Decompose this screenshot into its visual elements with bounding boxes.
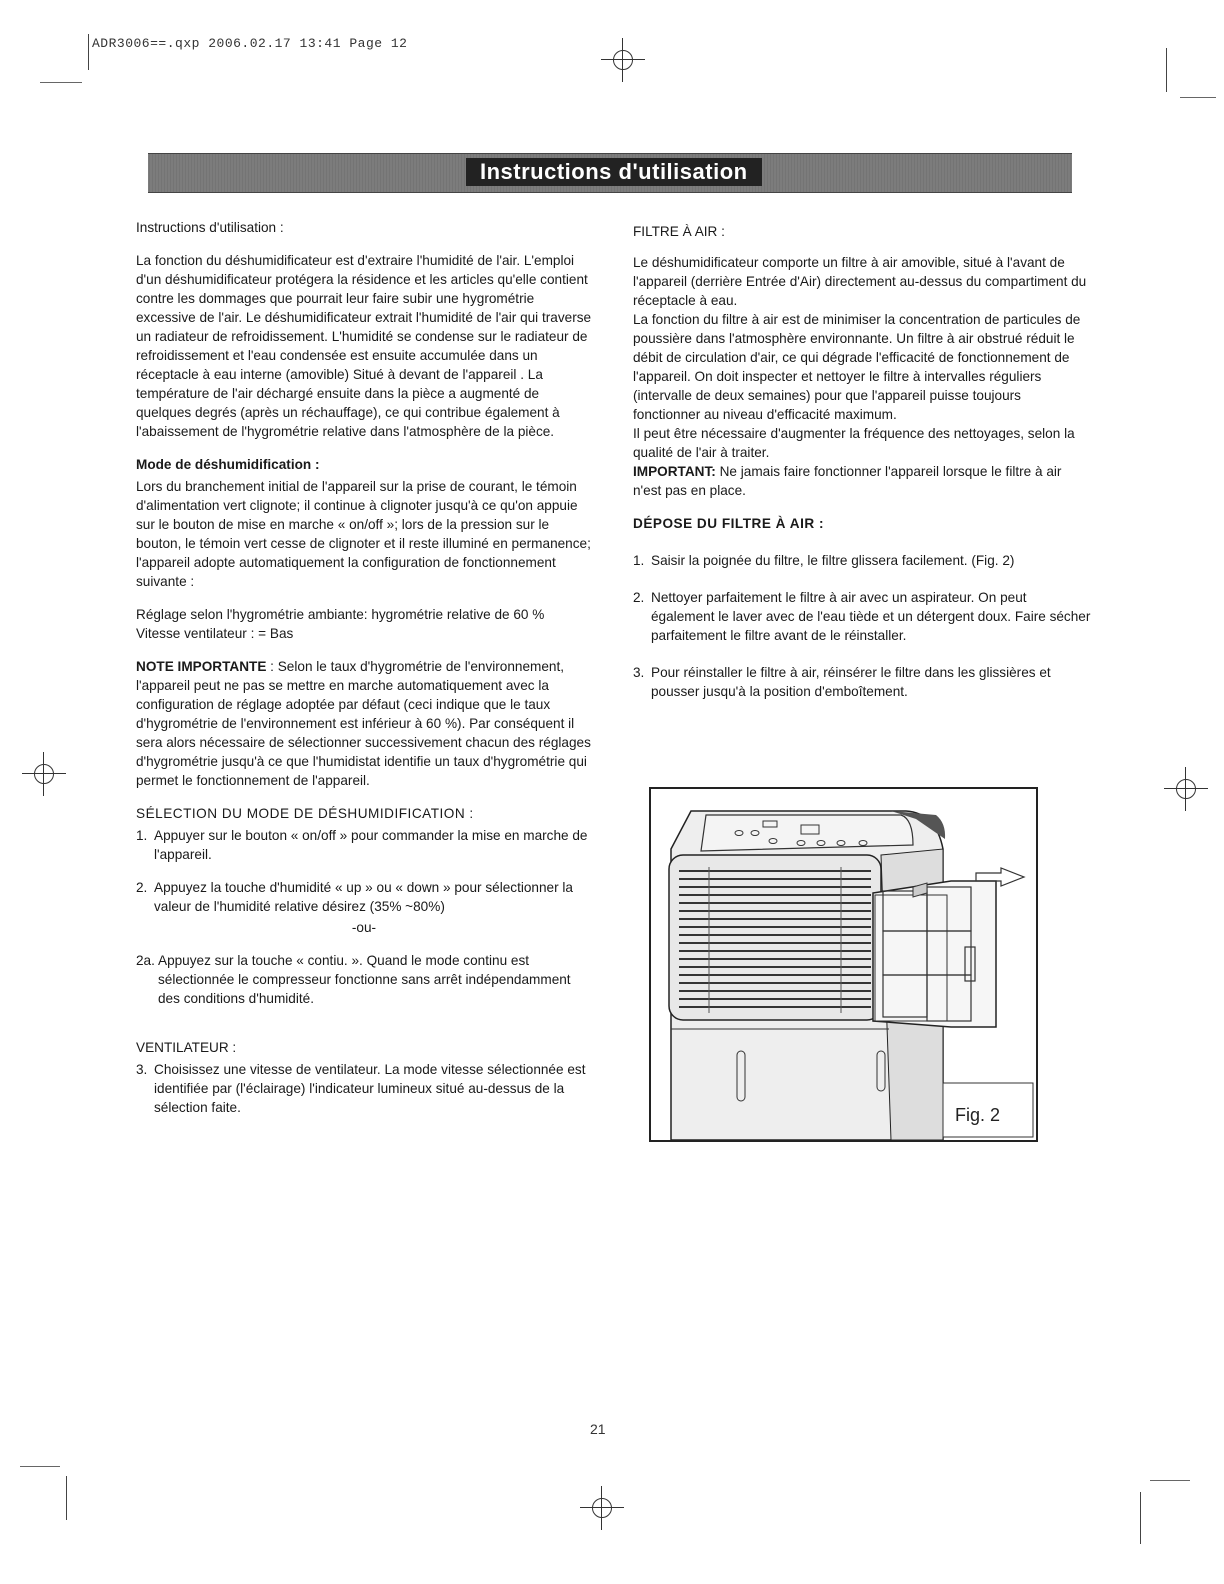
list-text: Appuyez la touche d'humidité « up » ou « down » pour sélectionner la valeur de l'humidité relative désirez (35% ~80%) — [154, 880, 573, 914]
dehumidifier-illustration — [651, 789, 1036, 1140]
list-number: 1. — [136, 828, 148, 843]
selection-heading: SÉLECTION DU MODE DE DÉSHUMIDIFICATION : — [136, 806, 474, 821]
figure-label: Fig. 2 — [955, 1105, 1001, 1125]
list-text: Appuyez sur la touche « contiu. ». Quand le mode continu est sélectionnée le compresseur fonctionne sans arrêt indépendamment des conditions d'humidité. — [158, 953, 571, 1006]
title-banner — [148, 153, 1072, 193]
list-text: Saisir la poignée du filtre, le filtre glissera facilement. (Fig. 2) — [651, 553, 1015, 568]
list-number: 2. — [136, 880, 148, 895]
crop-mark — [1150, 1480, 1190, 1481]
right-column — [633, 222, 1091, 715]
registration-mark-icon — [22, 752, 66, 796]
list-number: 1. — [633, 553, 645, 568]
figure-2-dehumidifier — [649, 787, 1038, 1142]
list-item — [633, 551, 1091, 570]
setting-humidity: Réglage selon l'hygrométrie ambiante: hygrométrie relative de 60 % — [136, 607, 545, 622]
list-item — [136, 826, 592, 864]
important-label: IMPORTANT: — [633, 464, 716, 479]
filter-paragraph: Il peut être nécessaire d'augmenter la fréquence des nettoyages, selon la qualité de l'air à traiter. — [633, 426, 1075, 460]
crop-mark — [66, 1476, 67, 1520]
setting-fan: Vitesse ventilateur : = Bas — [136, 626, 294, 641]
list-number: 2a. — [136, 953, 155, 968]
crop-mark — [88, 34, 89, 70]
list-item — [633, 663, 1091, 701]
list-text: Choisissez une vitesse de ventilateur. La mode vitesse sélectionnée est identifiée par (l'éclairage) l'indicateur lumineux situé au-dessus de la sélection faite. — [154, 1062, 586, 1115]
or-separator: -ou- — [351, 920, 377, 935]
list-text: Nettoyer parfaitement le filtre à air avec un aspirateur. On peut également le laver avec de l'eau tiède et un détergent doux. Faire sécher parfaitement le filtre avant de le réinstaller. — [651, 590, 1091, 643]
crop-mark — [20, 1466, 60, 1467]
list-text: Appuyer sur le bouton « on/off » pour commander la mise en marche de l'appareil. — [154, 828, 588, 862]
note-text: : Selon le taux d'hygrométrie de l'environnement, l'appareil peut ne pas se mettre en marche automatiquement avec la configuration de réglage adoptée par défaut (ceci indique que le taux d'hygrométrie de l'environnement est inférieur à 60 %). Par conséquent il sera alors nécessaire de sélectionner successivement chacun des réglages d'hygrométrie jusqu'à ce que l'humidistat identifie un taux d'hygrométrie qui permet le fonctionnement de l'appareil. — [136, 659, 591, 788]
filter-paragraph: Le déshumidificateur comporte un filtre à air amovible, situé à l'avant de l'appareil (derrière Entrée d'Air) directement au-dessus du compartiment du réceptacle à eau. — [633, 255, 1087, 308]
intro-paragraph: La fonction du déshumidificateur est d'extraire l'humidité de l'air. L'emploi d'un déshumidificateur protégera la résidence et les articles qu'elle contient contre les dommages que pourrait leur faire subir une hygrométrie excessive de l'air. Le déshumidificateur extrait l'humidité de l'air qui traverse un radiateur de refroidissement. L'humidité se condense sur le radiateur de refroidissement et l'eau condensée est ensuite accumulée dans un réceptacle à eau interne (amovible) Situé à devant de l'appareil . La température de l'air déchargé ensuite dans la pièce a augmenté de quelques degrés (après un réchauffage), ce qui contribue également à l'abaissement de l'hygrométrie relative dans l'atmosphère de la pièce. — [136, 253, 592, 439]
print-slug: ADR3006==.qxp 2006.02.17 13:41 Page 12 — [92, 36, 408, 51]
note-label: NOTE IMPORTANTE — [136, 659, 267, 674]
crop-mark — [1180, 97, 1216, 98]
page-number: 21 — [590, 1421, 606, 1437]
page-title: Instructions d'utilisation — [466, 158, 762, 186]
registration-mark-icon — [580, 1486, 624, 1530]
list-item — [136, 951, 592, 1008]
crop-mark — [1140, 1492, 1141, 1544]
list-number: 3. — [633, 665, 645, 680]
list-item — [136, 1060, 592, 1117]
list-number: 3. — [136, 1062, 148, 1077]
list-item — [136, 878, 592, 916]
left-column — [136, 218, 592, 1131]
mode-paragraph: Lors du branchement initial de l'appareil sur la prise de courant, le témoin d'alimentation vert clignote; il continue à clignoter jusqu'à ce qu'on appuie sur le bouton de mise en marche « on/off »; lors de la pression sur le bouton, le témoin vert cesse de clignoter et il reste illuminé en permanence; l'appareil adopte automatiquement la configuration de fonctionnement suivante : — [136, 479, 591, 589]
list-text: Pour réinstaller le filtre à air, réinsérer le filtre dans les glissières et pousser jusqu'à la position d'emboîtement. — [651, 665, 1051, 699]
important-note — [136, 657, 592, 790]
crop-mark — [1166, 48, 1167, 92]
mode-heading: Mode de déshumidification : — [136, 457, 320, 472]
fan-heading: VENTILATEUR : — [136, 1040, 237, 1055]
intro-heading: Instructions d'utilisation : — [136, 220, 284, 235]
crop-mark — [40, 82, 82, 83]
list-item — [633, 588, 1091, 645]
registration-mark-icon — [1164, 767, 1208, 811]
filter-paragraph: La fonction du filtre à air est de minimiser la concentration de particules de poussière dans l'atmosphère environnante. Un filtre à air obstrué réduit le débit de circulation d'air, ce qui dégrade l'efficacité de fonctionnement de l'appareil. On doit inspecter et nettoyer le filtre à intervalles réguliers (intervalle de deux semaines) pour que l'appareil puisse toujours fonctionner au niveau d'efficacité maximum. — [633, 312, 1081, 422]
removal-heading: DÉPOSE DU FILTRE À AIR : — [633, 516, 824, 531]
important-text: Ne jamais faire fonctionner l'appareil lorsque le filtre à air n'est pas en place. — [633, 464, 1062, 498]
list-number: 2. — [633, 590, 645, 605]
filter-heading: FILTRE À AIR : — [633, 224, 725, 239]
registration-mark-icon — [601, 38, 645, 82]
important-warning — [633, 462, 1091, 500]
